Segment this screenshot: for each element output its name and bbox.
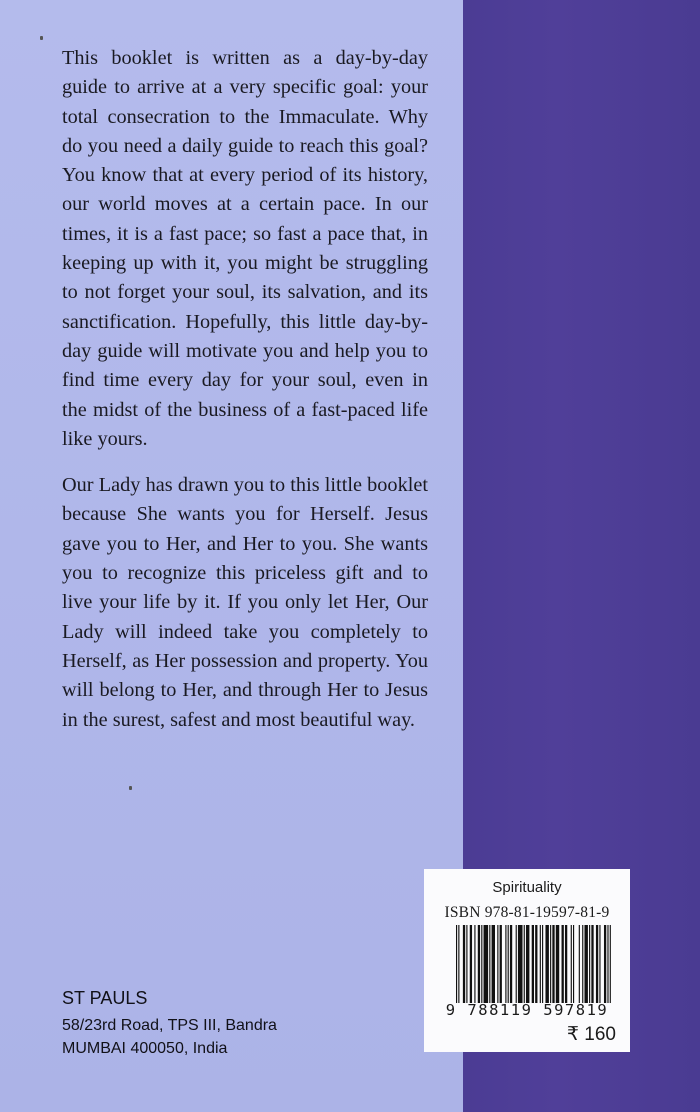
- genre-label: Spirituality: [492, 879, 562, 896]
- barcode-label: [424, 869, 630, 1052]
- print-speck: [129, 786, 132, 790]
- blurb-paragraph-1: This booklet is written as a day-by-day guide to arrive at a very specific goal: your total consecration to the Immaculate. Why do you need a daily guide to reach this goal? You know that at every period of its history, our world moves at a certain pace. In our times, it is a fast pace; so fast a pace that, in keeping up with it, you might be struggling to not forget your soul, its salvation, and its sanctification. Hopefully, this little day-by-day guide will motivate you and help you to find time every day for your soul, even in the midst of the business of a fast-paced life like yours.: [62, 47, 428, 450]
- blurb-paragraph-2: Our Lady has drawn you to this little booklet because She wants you for Herself. Jesus gave you to Her, and Her to you. She wants you to recognize this priceless gift and to live your life by it. If you only let Her, Our Lady will indeed take you completely to Herself, as Her possession and property. You will belong to Her, and through Her to Jesus in the surest, safest and most beautiful way.: [62, 474, 428, 731]
- publisher-name: ST PAULS: [62, 988, 148, 1008]
- publisher-address-line-1: 58/23rd Road, TPS III, Bandra: [62, 1017, 277, 1034]
- barcode-number: 9 788119 597819: [445, 1001, 609, 1019]
- barcode-icon: [454, 925, 614, 1003]
- publisher-address-line-2: MUMBAI 400050, India: [62, 1040, 228, 1057]
- isbn-text: ISBN 978-81-19597-81-9: [444, 904, 610, 921]
- print-speck: [40, 36, 43, 40]
- back-cover-blurb: [62, 44, 428, 735]
- publisher-block: [62, 986, 362, 1060]
- price-label: ₹ 160: [566, 1024, 616, 1045]
